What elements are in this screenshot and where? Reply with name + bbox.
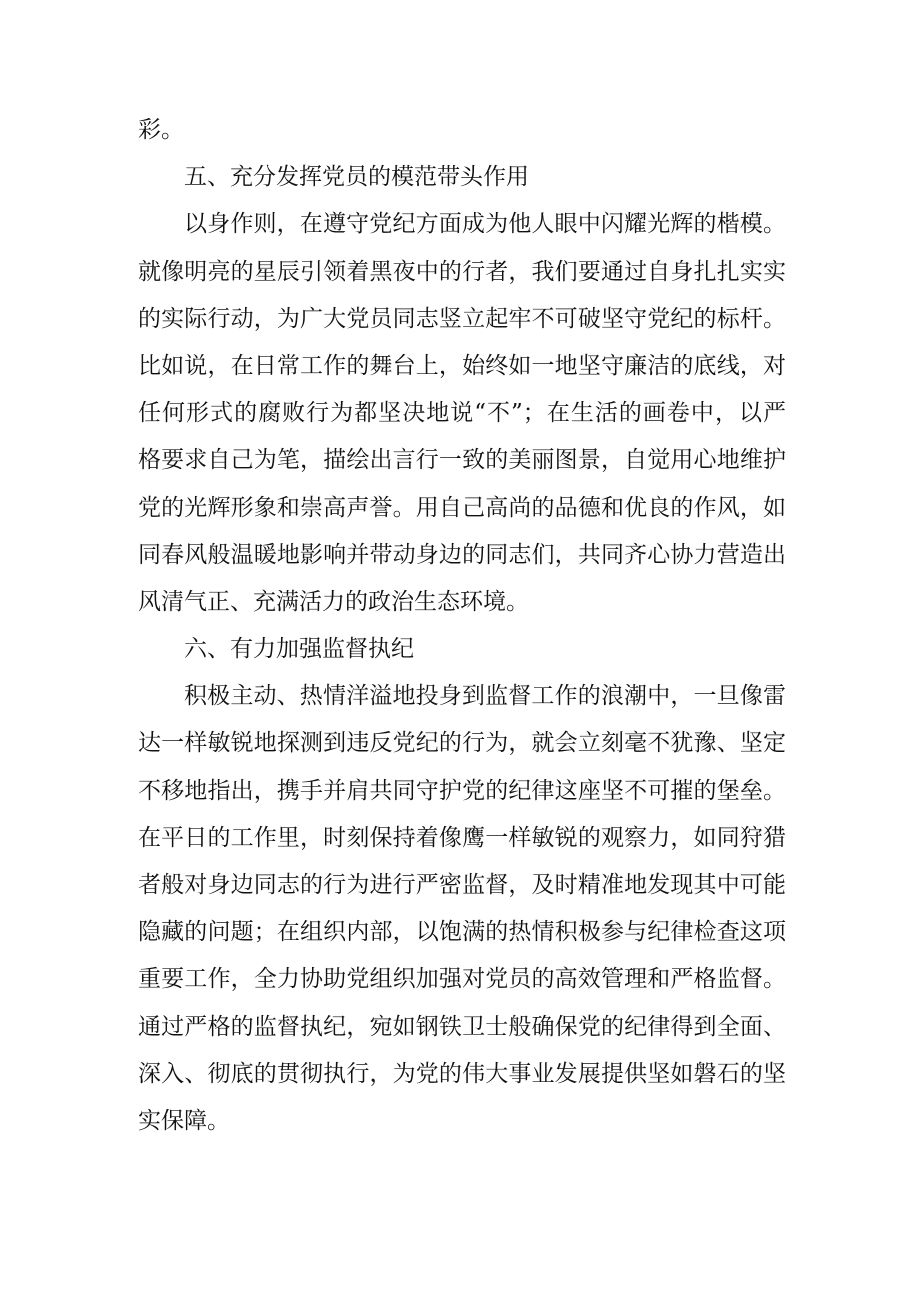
text-line: 在平日的工作里，时刻保持着像鹰一样敏锐的观察力，如同狩猎: [138, 824, 786, 851]
text-line: 党的光辉形象和崇高声誉。用自己高尚的品德和优良的作风，如: [138, 494, 786, 521]
text-line: 格要求自己为笔，描绘出言行一致的美丽图景，自觉用心地维护: [138, 447, 786, 474]
section-heading-5: [138, 154, 786, 201]
document-body: [138, 107, 786, 1145]
text-line: 就像明亮的星辰引领着黑夜中的行者，我们要通过自身扎扎实实: [138, 258, 786, 285]
text-line: 风清气正、充满活力的政治生态环境。: [138, 588, 529, 615]
heading-text: 五、充分发挥党员的模范带头作用: [184, 164, 529, 191]
heading-text: 六、有力加强监督执纪: [184, 636, 414, 663]
text-line: 彩。: [138, 117, 184, 143]
text-line: 实保障。: [138, 1107, 230, 1134]
section-heading-6: [138, 626, 786, 673]
text-line: 积极主动、热情洋溢地投身到监督工作的浪潮中，一旦像雷: [184, 683, 786, 710]
text-line: 任何形式的腐败行为都坚决地说“不”；在生活的画卷中，以严: [138, 400, 786, 427]
text-line: 者般对身边同志的行为进行严密监督，及时精准地发现其中可能: [138, 872, 786, 898]
text-line: 隐藏的问题；在组织内部，以饱满的热情积极参与纪律检查这项: [138, 919, 786, 946]
text-line: 达一样敏锐地探测到违反党纪的行为，就会立刻毫不犹豫、坚定: [138, 730, 786, 757]
paragraph-role-model: [138, 201, 786, 626]
text-line: 深入、彻底的贯彻执行，为党的伟大事业发展提供坚如磐石的坚: [138, 1060, 786, 1087]
text-line: 以身作则，在遵守党纪方面成为他人眼中闪耀光辉的楷模。: [184, 211, 786, 238]
text-line: 重要工作，全力协助党组织加强对党员的高效管理和严格监督。: [138, 966, 786, 993]
paragraph-supervision: [138, 673, 786, 1145]
text-line: 通过严格的监督执纪，宛如钢铁卫士般确保党的纪律得到全面、: [138, 1013, 786, 1040]
text-line: 的实际行动，为广大党员同志竖立起牢不可破坚守党纪的标杆。: [138, 305, 786, 332]
text-line: 不移地指出，携手并肩共同守护党的纪律这座坚不可摧的堡垒。: [138, 777, 786, 804]
text-line: 同春风般温暖地影响并带动身边的同志们，共同齐心协力营造出: [138, 541, 786, 568]
paragraph-continuation: [138, 107, 786, 154]
text-line: 比如说，在日常工作的舞台上，始终如一地坚守廉洁的底线，对: [138, 352, 786, 379]
